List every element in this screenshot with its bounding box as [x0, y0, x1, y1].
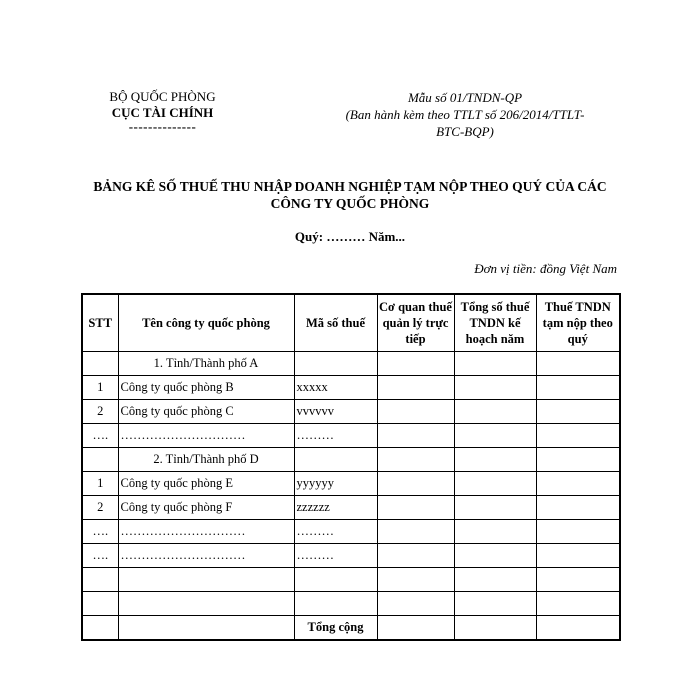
group-label: 1. Tỉnh/Thành phố A — [118, 352, 294, 376]
cell-quarterly-tax — [536, 352, 620, 376]
department-name: CỤC TÀI CHÍNH — [111, 105, 214, 120]
cell-tax-code: ……… — [294, 424, 377, 448]
group-row — [82, 352, 620, 376]
table-row — [82, 544, 620, 568]
col-header-annual-tax: Tổng số thuế TNDN kế hoạch năm — [454, 294, 536, 352]
cell-company — [118, 592, 294, 616]
cell-annual-tax — [454, 592, 536, 616]
table-row — [82, 424, 620, 448]
form-legal-basis: (Ban hành kèm theo TTLT số 206/2014/TTLT- — [345, 107, 585, 122]
cell-company: Công ty quốc phòng B — [118, 376, 294, 400]
cell-quarterly-tax — [536, 448, 620, 472]
cell-stt — [82, 448, 118, 472]
title-line-1: BẢNG KÊ SỐ THUẾ THU NHẬP DOANH NGHIỆP TẠM NỘP THEO QUÝ CỦA CÁC — [93, 179, 607, 194]
cell-company — [118, 616, 294, 641]
reporting-period: Quý: ……… Năm... — [294, 229, 406, 244]
form-number: Mẫu số 01/TNDN-QP — [407, 90, 523, 105]
cell-annual-tax — [454, 616, 536, 641]
table-row — [82, 568, 620, 592]
cell-quarterly-tax — [536, 376, 620, 400]
cell-quarterly-tax — [536, 472, 620, 496]
cell-stt: 1 — [82, 472, 118, 496]
cell-tax-office — [377, 592, 454, 616]
cell-stt — [82, 568, 118, 592]
cell-quarterly-tax — [536, 400, 620, 424]
cell-tax-code: ……… — [294, 544, 377, 568]
cell-annual-tax — [454, 472, 536, 496]
cell-annual-tax — [454, 352, 536, 376]
cell-annual-tax — [454, 496, 536, 520]
cell-annual-tax — [454, 568, 536, 592]
total-row — [82, 616, 620, 641]
cell-stt — [82, 352, 118, 376]
total-label: Tổng cộng — [294, 616, 377, 641]
table-body — [82, 352, 620, 641]
cell-stt: …. — [82, 520, 118, 544]
tax-table — [81, 293, 621, 641]
cell-tax-code: ……… — [294, 520, 377, 544]
table-row — [82, 472, 620, 496]
cell-tax-code: xxxxx — [294, 376, 377, 400]
cell-stt — [82, 616, 118, 641]
table-row — [82, 376, 620, 400]
cell-quarterly-tax — [536, 496, 620, 520]
cell-stt: 1 — [82, 376, 118, 400]
cell-quarterly-tax — [536, 568, 620, 592]
cell-company: Công ty quốc phòng E — [118, 472, 294, 496]
cell-tax-code — [294, 568, 377, 592]
cell-tax-office — [377, 352, 454, 376]
table-row — [82, 400, 620, 424]
cell-tax-office — [377, 520, 454, 544]
cell-tax-office — [377, 472, 454, 496]
cell-annual-tax — [454, 376, 536, 400]
cell-company: Công ty quốc phòng F — [118, 496, 294, 520]
cell-tax-code — [294, 592, 377, 616]
table-header-row — [82, 294, 620, 352]
cell-company — [118, 568, 294, 592]
cell-tax-office — [377, 496, 454, 520]
col-header-tax-office: Cơ quan thuế quản lý trực tiếp — [377, 294, 454, 352]
cell-tax-office — [377, 424, 454, 448]
cell-tax-office — [377, 544, 454, 568]
cell-company: Công ty quốc phòng C — [118, 400, 294, 424]
group-label: 2. Tỉnh/Thành phố D — [118, 448, 294, 472]
cell-tax-office — [377, 400, 454, 424]
header-divider: -------------- — [128, 119, 197, 134]
cell-tax-office — [377, 568, 454, 592]
col-header-company: Tên công ty quốc phòng — [118, 294, 294, 352]
currency-unit: Đơn vị tiền: đồng Việt Nam — [474, 261, 617, 276]
cell-stt: 2 — [82, 496, 118, 520]
issuing-authority — [100, 89, 225, 133]
table-row — [82, 520, 620, 544]
col-header-stt: STT — [82, 294, 118, 352]
cell-annual-tax — [454, 424, 536, 448]
cell-quarterly-tax — [536, 544, 620, 568]
cell-tax-office — [377, 616, 454, 641]
col-header-tax-code: Mã số thuế — [294, 294, 377, 352]
form-reference — [335, 89, 595, 140]
title-line-2: CÔNG TY QUỐC PHÒNG — [270, 196, 430, 211]
cell-company: ………………………… — [118, 544, 294, 568]
cell-quarterly-tax — [536, 424, 620, 448]
cell-quarterly-tax — [536, 592, 620, 616]
cell-tax-code: vvvvvv — [294, 400, 377, 424]
cell-quarterly-tax — [536, 616, 620, 641]
cell-stt — [82, 592, 118, 616]
cell-annual-tax — [454, 520, 536, 544]
cell-tax-code — [294, 352, 377, 376]
cell-stt: 2 — [82, 400, 118, 424]
cell-annual-tax — [454, 400, 536, 424]
form-legal-basis-cont: BTC-BQP) — [436, 124, 494, 139]
document-title — [80, 178, 620, 212]
cell-quarterly-tax — [536, 520, 620, 544]
group-row — [82, 448, 620, 472]
cell-stt: …. — [82, 424, 118, 448]
table-row — [82, 592, 620, 616]
cell-annual-tax — [454, 544, 536, 568]
cell-company: ………………………… — [118, 424, 294, 448]
table-row — [82, 496, 620, 520]
col-header-quarterly-tax: Thuế TNDN tạm nộp theo quý — [536, 294, 620, 352]
cell-tax-office — [377, 376, 454, 400]
cell-company: ………………………… — [118, 520, 294, 544]
cell-tax-code: zzzzzz — [294, 496, 377, 520]
cell-tax-code — [294, 448, 377, 472]
cell-tax-code: yyyyyy — [294, 472, 377, 496]
ministry-name: BỘ QUỐC PHÒNG — [109, 89, 216, 104]
cell-stt: …. — [82, 544, 118, 568]
cell-tax-office — [377, 448, 454, 472]
cell-annual-tax — [454, 448, 536, 472]
